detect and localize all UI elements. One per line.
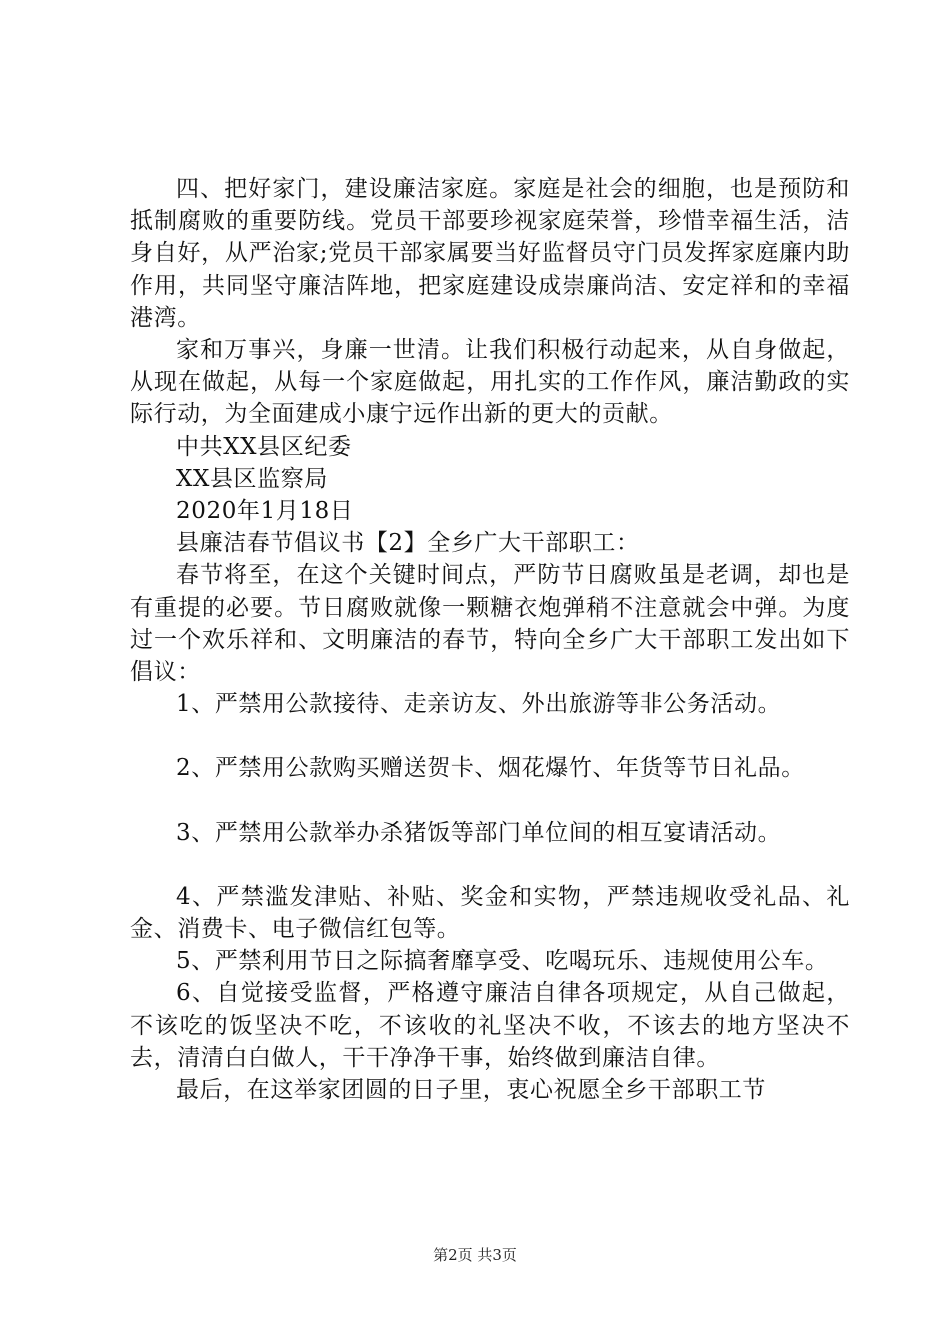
list-item-6: 6、自觉接受监督，严格遵守廉洁自律各项规定，从自己做起，不该吃的饭坚决不吃，不该收的礼坚决不收，不该去的地方坚决不去，清清白白做人，干干净净干事，始终做到廉洁自律。 bbox=[130, 980, 850, 1071]
signature-date: 2020年1月18日 bbox=[176, 498, 354, 525]
paragraph-family-discipline: 四、把好家门，建设廉洁家庭。家庭是社会的细胞，也是预防和抵制腐败的重要防线。党员干部要珍视家庭荣誉，珍惜幸福生活，洁身自好，从严治家;党员干部家属要当好监督员守门员发挥家庭廉内助作用，共同坚守廉洁阵地，把家庭建设成崇廉尚洁、安定祥和的幸福港湾。 bbox=[130, 176, 850, 331]
paragraph-call-to-action: 家和万事兴，身廉一世清。让我们积极行动起来，从自身做起，从现在做起，从每一个家庭做起，用扎实的工作作风，廉洁勤政的实际行动，为全面建成小康宁远作出新的更大的贡献。 bbox=[130, 337, 850, 428]
list-item-3: 3、严禁用公款举办杀猪饭等部门单位间的相互宴请活动。 bbox=[176, 819, 782, 846]
paragraph-intro: 春节将至，在这个关键时间点，严防节日腐败虽是老调，却也是有重提的必要。节日腐败就像一颗糖衣炮弹稍不注意就会中弹。为度过一个欢乐祥和、文明廉洁的春节，特向全乡广大干部职工发出如下倡议： bbox=[130, 562, 850, 686]
paragraph-closing: 最后，在这举家团圆的日子里，衷心祝愿全乡干部职工节 bbox=[176, 1077, 766, 1104]
document-body bbox=[130, 173, 850, 1106]
section-heading: 县廉洁春节倡议书【2】全乡广大干部职工： bbox=[176, 530, 640, 557]
page-footer bbox=[0, 1244, 950, 1265]
list-item-2: 2、严禁用公款购买赠送贺卡、烟花爆竹、年货等节日礼品。 bbox=[176, 755, 805, 782]
signature-committee: 中共XX县区纪委 bbox=[176, 433, 352, 460]
page-number-label: 第2页 共3页 bbox=[433, 1246, 517, 1264]
list-item-5: 5、严禁利用节日之际搞奢靡享受、吃喝玩乐、违规使用公车。 bbox=[176, 948, 829, 975]
list-item-1: 1、严禁用公款接待、走亲访友、外出旅游等非公务活动。 bbox=[176, 691, 782, 718]
list-item-4: 4、严禁滥发津贴、补贴、奖金和实物，严禁违规收受礼品、礼金、消费卡、电子微信红包等。 bbox=[130, 883, 850, 943]
signature-bureau: XX县区监察局 bbox=[176, 465, 328, 492]
